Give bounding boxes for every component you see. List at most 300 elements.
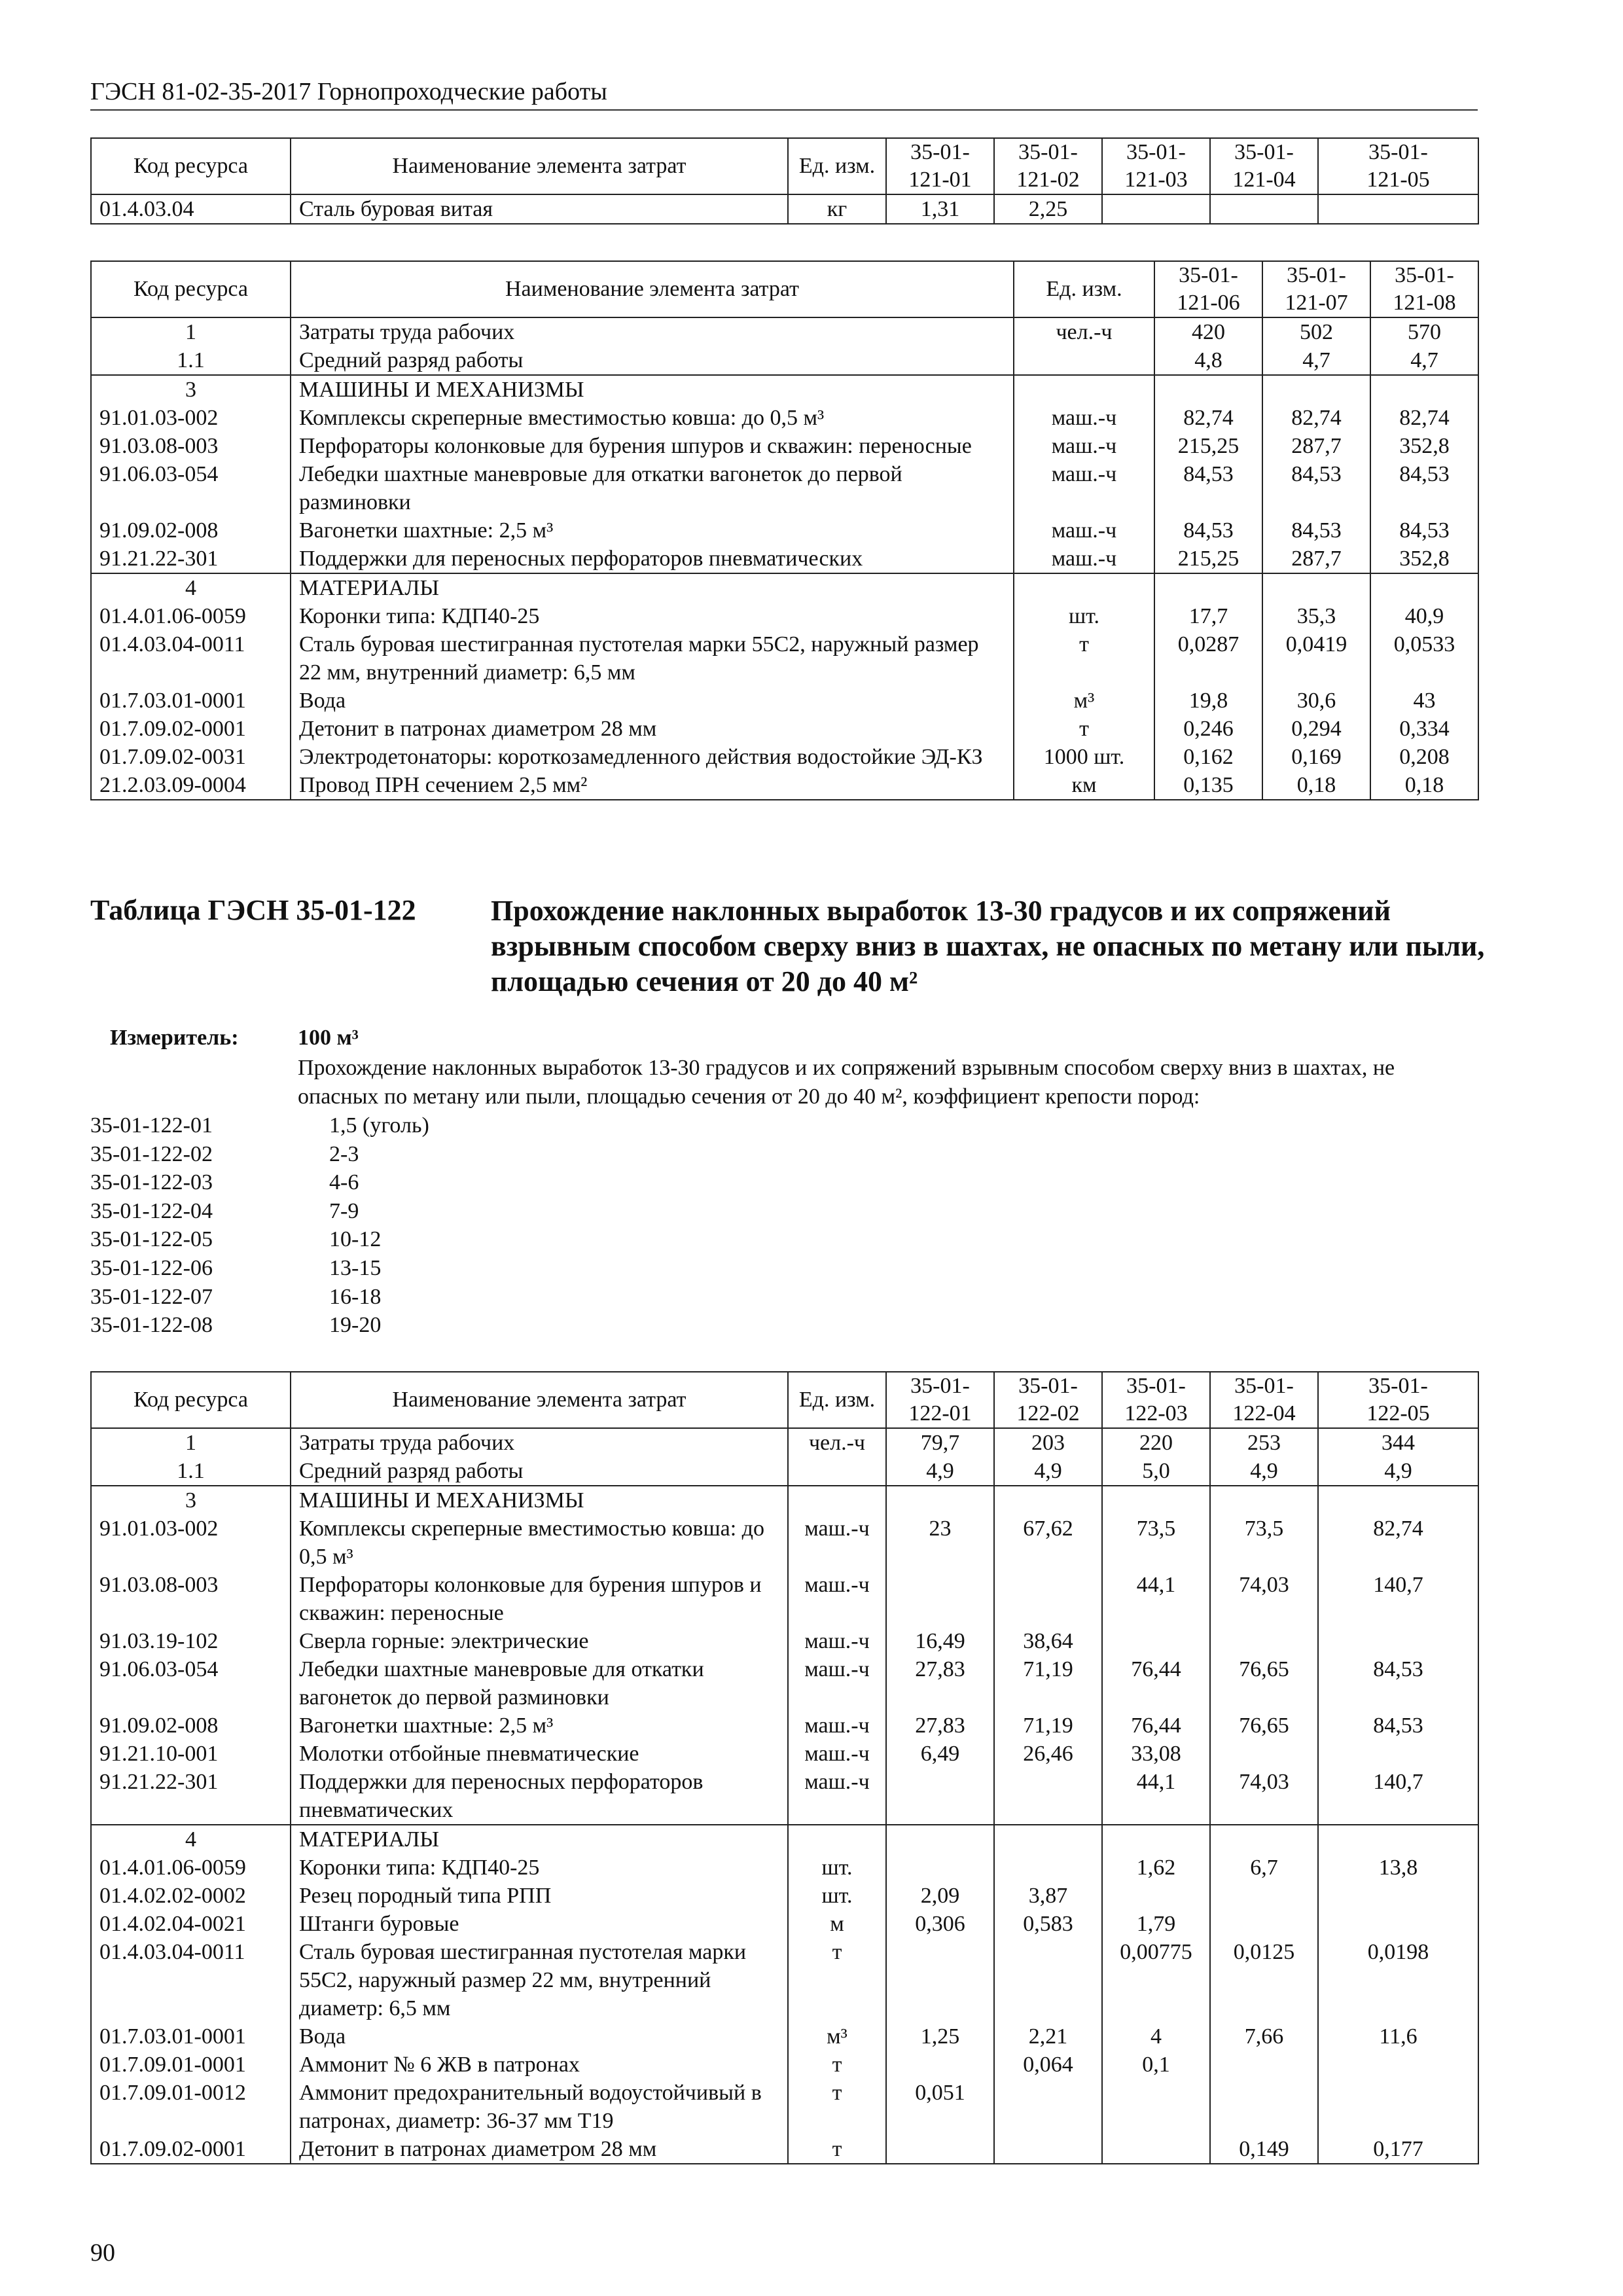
unit-cell: маш.-ч	[788, 1655, 886, 1712]
norm-value-cell	[994, 1486, 1102, 1515]
measure-unit: 100 м³	[298, 1026, 359, 1050]
norm-code: 35-01-122-02	[90, 1141, 213, 1166]
resource-code-cell: 01.4.01.06-0059	[91, 602, 291, 630]
col-norm-header: 35-01- 122-03	[1102, 1372, 1210, 1428]
resource-code-cell: 91.03.08-003	[91, 432, 291, 460]
table-header-row	[91, 261, 1478, 317]
unit-cell	[1014, 573, 1154, 602]
table-row	[91, 743, 1478, 771]
unit-cell	[1014, 375, 1154, 404]
resource-name-cell: Лебедки шахтные маневровые для откатки вагонеток до первой разминовки	[291, 460, 1014, 516]
resource-code-cell: 1.1	[91, 346, 291, 375]
norm-value-cell: 215,25	[1154, 432, 1262, 460]
norm-code-list	[90, 1111, 429, 1340]
norm-value-cell: 76,65	[1210, 1712, 1318, 1740]
table-row	[91, 1740, 1478, 1768]
resource-table-122	[90, 1371, 1479, 2164]
norm-value-cell: 84,53	[1318, 1655, 1478, 1712]
unit-cell: км	[1014, 771, 1154, 800]
norm-value-cell: 287,7	[1262, 432, 1370, 460]
table-row	[91, 1882, 1478, 1910]
resource-code-cell: 3	[91, 375, 291, 404]
col-unit-header: Ед. изм.	[1014, 261, 1154, 317]
norm-value-cell: 0,0533	[1370, 630, 1478, 687]
norm-value-cell	[1154, 573, 1262, 602]
norm-value-cell: 352,8	[1370, 545, 1478, 573]
table-row	[91, 1428, 1478, 1457]
resource-name-cell: Поддержки для переносных перфораторов пневматических	[291, 1768, 788, 1825]
norm-value-cell	[1210, 2051, 1318, 2079]
measure-description: Прохождение наклонных выработок 13-30 градусов и их сопряжений взрывным способом сверху вниз в шахтах, не опасных по метану или пыли, площадью сечения от 20 до 40 м², коэффициент крепости пород:	[298, 1056, 1395, 1109]
norm-value-cell: 76,44	[1102, 1712, 1210, 1740]
unit-cell: маш.-ч	[1014, 432, 1154, 460]
unit-cell: маш.-ч	[1014, 516, 1154, 545]
table-row	[91, 1938, 1478, 2022]
resource-name-cell: Сталь буровая шестигранная пустотелая марки 55С2, наружный размер 22 мм, внутренний диаметр: 6,5 мм	[291, 1938, 788, 2022]
norm-value-cell: 71,19	[994, 1655, 1102, 1712]
norm-value-cell: 0,294	[1262, 715, 1370, 743]
resource-code-cell: 21.2.03.09-0004	[91, 771, 291, 800]
norm-value-cell: 19,8	[1154, 687, 1262, 715]
resource-code-cell: 01.4.03.04	[91, 194, 291, 224]
norm-value-cell	[886, 1571, 994, 1627]
norm-value-cell: 73,5	[1210, 1515, 1318, 1571]
resource-code-cell: 91.21.10-001	[91, 1740, 291, 1768]
resource-name-cell: Штанги буровые	[291, 1910, 788, 1938]
resource-code-cell: 01.7.09.02-0001	[91, 715, 291, 743]
resource-code-cell: 01.7.09.01-0001	[91, 2051, 291, 2079]
norm-code: 35-01-122-04	[90, 1198, 213, 1223]
resource-code-cell: 4	[91, 573, 291, 602]
table-label: Таблица ГЭСН 35-01-122	[90, 894, 416, 926]
norm-value-cell: 0,064	[994, 2051, 1102, 2079]
rock-hardness-value: 1,5 (уголь)	[329, 1113, 429, 1138]
norm-value-cell: 0,583	[994, 1910, 1102, 1938]
norm-value-cell: 11,6	[1318, 2022, 1478, 2051]
resource-code-cell: 91.06.03-054	[91, 1655, 291, 1712]
resource-code-cell: 91.01.03-002	[91, 1515, 291, 1571]
norm-value-cell: 203	[994, 1428, 1102, 1457]
norm-value-cell: 1,25	[886, 2022, 994, 2051]
norm-value-cell: 0,334	[1370, 715, 1478, 743]
norm-value-cell: 44,1	[1102, 1768, 1210, 1825]
norm-value-cell: 4,8	[1154, 346, 1262, 375]
norm-value-cell: 1,62	[1102, 1854, 1210, 1882]
resource-code-cell: 01.4.03.04-0011	[91, 630, 291, 687]
norm-code: 35-01-122-07	[90, 1284, 213, 1309]
col-norm-header: 35-01- 121-07	[1262, 261, 1370, 317]
norm-value-cell: 0,169	[1262, 743, 1370, 771]
section-row	[91, 375, 1478, 404]
table-row	[91, 1515, 1478, 1571]
resource-name-cell: Вагонетки шахтные: 2,5 м³	[291, 516, 1014, 545]
norm-value-cell	[1210, 1486, 1318, 1515]
unit-cell: т	[788, 2079, 886, 2135]
norm-value-cell: 0,00775	[1102, 1938, 1210, 2022]
col-norm-header: 35-01- 121-01	[886, 138, 994, 194]
norm-code-row	[90, 1168, 429, 1197]
norm-value-cell: 140,7	[1318, 1768, 1478, 1825]
table-row	[91, 194, 1478, 224]
unit-cell: т	[788, 2135, 886, 2164]
rock-hardness-value: 13-15	[329, 1255, 382, 1280]
norm-value-cell: 84,53	[1318, 1712, 1478, 1740]
norm-value-cell	[1210, 1882, 1318, 1910]
norm-value-cell: 4,9	[1210, 1457, 1318, 1486]
norm-value-cell	[1318, 1627, 1478, 1655]
norm-code-row	[90, 1283, 429, 1312]
norm-code-row	[90, 1254, 429, 1283]
col-name-header: Наименование элемента затрат	[291, 1372, 788, 1428]
norm-value-cell: 344	[1318, 1428, 1478, 1457]
norm-value-cell: 33,08	[1102, 1740, 1210, 1768]
norm-value-cell: 76,65	[1210, 1655, 1318, 1712]
norm-value-cell: 17,7	[1154, 602, 1262, 630]
norm-value-cell: 0,246	[1154, 715, 1262, 743]
table-header-row	[91, 1372, 1478, 1428]
norm-value-cell	[994, 2135, 1102, 2164]
norm-value-cell: 4,7	[1370, 346, 1478, 375]
resource-code-cell: 91.21.22-301	[91, 545, 291, 573]
page-number: 90	[90, 2239, 115, 2267]
norm-value-cell: 0,135	[1154, 771, 1262, 800]
resource-code-cell: 91.21.22-301	[91, 1768, 291, 1825]
table-row	[91, 2022, 1478, 2051]
norm-value-cell: 79,7	[886, 1428, 994, 1457]
resource-code-cell: 01.7.09.01-0012	[91, 2079, 291, 2135]
resource-code-cell: 01.7.09.02-0031	[91, 743, 291, 771]
table-row	[91, 1627, 1478, 1655]
norm-value-cell: 0,162	[1154, 743, 1262, 771]
norm-value-cell: 2,09	[886, 1882, 994, 1910]
norm-code: 35-01-122-05	[90, 1227, 213, 1252]
resource-name-cell: Средний разряд работы	[291, 1457, 788, 1486]
resource-name-cell: Аммонит № 6 ЖВ в патронах	[291, 2051, 788, 2079]
resource-code-cell: 91.09.02-008	[91, 1712, 291, 1740]
norm-value-cell: 38,64	[994, 1627, 1102, 1655]
norm-value-cell: 4,9	[1318, 1457, 1478, 1486]
norm-value-cell	[1318, 1882, 1478, 1910]
table-row	[91, 460, 1478, 516]
resource-name-cell: Затраты труда рабочих	[291, 1428, 788, 1457]
table-title: Прохождение наклонных выработок 13-30 градусов и их сопряжений взрывным способом сверху вниз в шахтах, не опасных по метану или пыли, площадью сечения от 20 до 40 м²	[491, 895, 1485, 997]
norm-code-row	[90, 1197, 429, 1226]
norm-value-cell	[886, 1486, 994, 1515]
col-norm-header: 35-01- 122-05	[1318, 1372, 1478, 1428]
norm-value-cell: 570	[1370, 317, 1478, 346]
norm-value-cell: 82,74	[1154, 404, 1262, 432]
col-norm-header: 35-01- 121-05	[1318, 138, 1478, 194]
resource-code-cell: 91.03.19-102	[91, 1627, 291, 1655]
norm-value-cell: 4,9	[994, 1457, 1102, 1486]
norm-value-cell	[1318, 2079, 1478, 2135]
norm-value-cell: 0,0125	[1210, 1938, 1318, 2022]
unit-cell: маш.-ч	[788, 1740, 886, 1768]
resource-name-cell: МАШИНЫ И МЕХАНИЗМЫ	[291, 1486, 788, 1515]
unit-cell: т	[1014, 630, 1154, 687]
section-row	[91, 1825, 1478, 1854]
table-header-row	[91, 138, 1478, 194]
resource-name-cell: Затраты труда рабочих	[291, 317, 1014, 346]
col-norm-header: 35-01- 121-06	[1154, 261, 1262, 317]
unit-cell: маш.-ч	[788, 1515, 886, 1571]
resource-code-cell: 01.4.02.04-0021	[91, 1910, 291, 1938]
norm-value-cell: 0,306	[886, 1910, 994, 1938]
norm-value-cell	[1370, 573, 1478, 602]
table-row	[91, 346, 1478, 375]
norm-value-cell: 84,53	[1154, 516, 1262, 545]
norm-value-cell	[1210, 2079, 1318, 2135]
resource-name-cell: Комплексы скреперные вместимостью ковша: до 0,5 м³	[291, 1515, 788, 1571]
resource-name-cell: Детонит в патронах диаметром 28 мм	[291, 715, 1014, 743]
norm-value-cell	[886, 2051, 994, 2079]
resource-code-cell: 91.03.08-003	[91, 1571, 291, 1627]
unit-cell: маш.-ч	[788, 1712, 886, 1740]
norm-value-cell: 27,83	[886, 1712, 994, 1740]
norm-value-cell: 140,7	[1318, 1571, 1478, 1627]
unit-cell: кг	[788, 194, 886, 224]
unit-cell: м³	[1014, 687, 1154, 715]
unit-cell: шт.	[1014, 602, 1154, 630]
norm-value-cell	[1210, 194, 1318, 224]
resource-code-cell: 01.7.03.01-0001	[91, 2022, 291, 2051]
norm-value-cell: 0,051	[886, 2079, 994, 2135]
norm-value-cell: 84,53	[1370, 516, 1478, 545]
unit-cell: шт.	[788, 1854, 886, 1882]
col-code-header: Код ресурса	[91, 138, 291, 194]
norm-value-cell: 44,1	[1102, 1571, 1210, 1627]
unit-cell: шт.	[788, 1882, 886, 1910]
norm-value-cell	[1210, 1740, 1318, 1768]
norm-value-cell: 82,74	[1370, 404, 1478, 432]
table-row	[91, 1457, 1478, 1486]
norm-value-cell: 0,149	[1210, 2135, 1318, 2164]
norm-code: 35-01-122-01	[90, 1113, 213, 1138]
norm-value-cell	[1262, 375, 1370, 404]
norm-value-cell	[886, 1938, 994, 2022]
col-norm-header: 35-01- 121-08	[1370, 261, 1478, 317]
resource-name-cell: Коронки типа: КДП40-25	[291, 1854, 788, 1882]
norm-value-cell	[1102, 1825, 1210, 1854]
norm-value-cell: 0,18	[1262, 771, 1370, 800]
norm-value-cell: 26,46	[994, 1740, 1102, 1768]
norm-value-cell: 43	[1370, 687, 1478, 715]
table-row	[91, 1768, 1478, 1825]
resource-name-cell: Резец породный типа РПП	[291, 1882, 788, 1910]
resource-name-cell: МАТЕРИАЛЫ	[291, 573, 1014, 602]
norm-code: 35-01-122-08	[90, 1313, 213, 1338]
norm-value-cell	[994, 1854, 1102, 1882]
norm-value-cell: 40,9	[1370, 602, 1478, 630]
table-row	[91, 1571, 1478, 1627]
col-name-header: Наименование элемента затрат	[291, 138, 788, 194]
resource-name-cell: Детонит в патронах диаметром 28 мм	[291, 2135, 788, 2164]
resource-name-cell: МАШИНЫ И МЕХАНИЗМЫ	[291, 375, 1014, 404]
rock-hardness-value: 10-12	[329, 1227, 382, 1252]
table-row	[91, 2079, 1478, 2135]
norm-value-cell: 82,74	[1262, 404, 1370, 432]
norm-value-cell: 0,18	[1370, 771, 1478, 800]
norm-value-cell: 27,83	[886, 1655, 994, 1712]
unit-cell: м	[788, 1910, 886, 1938]
norm-value-cell	[994, 1825, 1102, 1854]
resource-name-cell: Комплексы скреперные вместимостью ковша: до 0,5 м³	[291, 404, 1014, 432]
resource-code-cell: 01.4.02.02-0002	[91, 1882, 291, 1910]
unit-cell: м³	[788, 2022, 886, 2051]
norm-value-cell	[1318, 1825, 1478, 1854]
resource-code-cell: 4	[91, 1825, 291, 1854]
resource-name-cell: Молотки отбойные пневматические	[291, 1740, 788, 1768]
resource-name-cell: Средний разряд работы	[291, 346, 1014, 375]
unit-cell	[788, 1457, 886, 1486]
resource-code-cell: 91.06.03-054	[91, 460, 291, 516]
col-norm-header: 35-01- 122-04	[1210, 1372, 1318, 1428]
norm-value-cell: 13,8	[1318, 1854, 1478, 1882]
resource-name-cell: Коронки типа: КДП40-25	[291, 602, 1014, 630]
resource-name-cell: Сталь буровая шестигранная пустотелая марки 55С2, наружный размер 22 мм, внутренний диаметр: 6,5 мм	[291, 630, 1014, 687]
norm-value-cell: 16,49	[886, 1627, 994, 1655]
norm-value-cell: 0,208	[1370, 743, 1478, 771]
norm-value-cell	[886, 1854, 994, 1882]
resource-name-cell: Перфораторы колонковые для бурения шпуров и скважин: переносные	[291, 1571, 788, 1627]
norm-value-cell: 3,87	[994, 1882, 1102, 1910]
rock-hardness-value: 4-6	[329, 1170, 359, 1195]
col-norm-header: 35-01- 121-03	[1102, 138, 1210, 194]
norm-value-cell	[1102, 1627, 1210, 1655]
col-name-header: Наименование элемента затрат	[291, 261, 1014, 317]
table-row	[91, 1712, 1478, 1740]
norm-value-cell: 76,44	[1102, 1655, 1210, 1712]
resource-name-cell: Лебедки шахтные маневровые для откатки вагонеток до первой разминовки	[291, 1655, 788, 1712]
table-row	[91, 317, 1478, 346]
norm-value-cell	[1318, 1486, 1478, 1515]
unit-cell: маш.-ч	[1014, 404, 1154, 432]
table-row	[91, 545, 1478, 573]
resource-code-cell: 01.7.09.02-0001	[91, 2135, 291, 2164]
norm-value-cell	[1370, 375, 1478, 404]
norm-value-cell	[994, 2079, 1102, 2135]
norm-value-cell	[1262, 573, 1370, 602]
col-norm-header: 35-01- 121-04	[1210, 138, 1318, 194]
unit-cell: чел.-ч	[1014, 317, 1154, 346]
resource-name-cell: Вагонетки шахтные: 2,5 м³	[291, 1712, 788, 1740]
col-norm-header: 35-01- 121-02	[994, 138, 1102, 194]
unit-cell: маш.-ч	[788, 1571, 886, 1627]
rock-hardness-value: 7-9	[329, 1198, 359, 1223]
resource-code-cell: 3	[91, 1486, 291, 1515]
table-row	[91, 771, 1478, 800]
norm-value-cell: 71,19	[994, 1712, 1102, 1740]
norm-value-cell: 0,0419	[1262, 630, 1370, 687]
unit-cell	[788, 1825, 886, 1854]
norm-value-cell: 73,5	[1102, 1515, 1210, 1571]
rock-hardness-value: 2-3	[329, 1141, 359, 1166]
table-row	[91, 715, 1478, 743]
norm-value-cell: 0,0198	[1318, 1938, 1478, 2022]
norm-value-cell: 1,31	[886, 194, 994, 224]
unit-cell	[1014, 346, 1154, 375]
norm-value-cell	[1102, 2135, 1210, 2164]
norm-code: 35-01-122-06	[90, 1255, 213, 1280]
unit-cell: т	[1014, 715, 1154, 743]
norm-code-row	[90, 1311, 429, 1340]
norm-value-cell	[1318, 2051, 1478, 2079]
norm-value-cell: 30,6	[1262, 687, 1370, 715]
table-row	[91, 687, 1478, 715]
unit-cell: т	[788, 2051, 886, 2079]
norm-value-cell	[886, 1768, 994, 1825]
norm-value-cell	[1102, 194, 1210, 224]
norm-value-cell	[1154, 375, 1262, 404]
col-unit-header: Ед. изм.	[788, 138, 886, 194]
col-code-header: Код ресурса	[91, 261, 291, 317]
resource-name-cell: Вода	[291, 687, 1014, 715]
norm-value-cell: 84,53	[1154, 460, 1262, 516]
norm-value-cell	[886, 1825, 994, 1854]
norm-code-row	[90, 1111, 429, 1140]
unit-cell: маш.-ч	[1014, 460, 1154, 516]
norm-value-cell: 2,21	[994, 2022, 1102, 2051]
norm-value-cell: 420	[1154, 317, 1262, 346]
resource-code-cell: 91.01.03-002	[91, 404, 291, 432]
section-row	[91, 1486, 1478, 1515]
norm-value-cell	[1102, 2079, 1210, 2135]
norm-value-cell: 6,49	[886, 1740, 994, 1768]
resource-name-cell: Поддержки для переносных перфораторов пневматических	[291, 545, 1014, 573]
measure-label: Измеритель:	[110, 1026, 239, 1050]
resource-code-cell: 01.4.03.04-0011	[91, 1938, 291, 2022]
unit-cell: маш.-ч	[788, 1627, 886, 1655]
resource-code-cell: 1.1	[91, 1457, 291, 1486]
norm-value-cell: 502	[1262, 317, 1370, 346]
norm-value-cell: 352,8	[1370, 432, 1478, 460]
table-row	[91, 404, 1478, 432]
norm-value-cell: 253	[1210, 1428, 1318, 1457]
norm-value-cell	[994, 1571, 1102, 1627]
table-row	[91, 2135, 1478, 2164]
unit-cell	[788, 1486, 886, 1515]
norm-value-cell: 23	[886, 1515, 994, 1571]
norm-value-cell: 74,03	[1210, 1571, 1318, 1627]
resource-name-cell: МАТЕРИАЛЫ	[291, 1825, 788, 1854]
col-norm-header: 35-01- 122-01	[886, 1372, 994, 1428]
norm-value-cell: 84,53	[1262, 460, 1370, 516]
resource-code-cell: 01.4.01.06-0059	[91, 1854, 291, 1882]
running-header: ГЭСН 81-02-35-2017 Горнопроходческие работы	[90, 78, 607, 105]
norm-value-cell: 1,79	[1102, 1910, 1210, 1938]
norm-value-cell: 0,177	[1318, 2135, 1478, 2164]
header-rule	[90, 109, 1478, 111]
norm-value-cell	[1210, 1825, 1318, 1854]
resource-code-cell: 1	[91, 1428, 291, 1457]
norm-value-cell: 5,0	[1102, 1457, 1210, 1486]
norm-value-cell: 4,7	[1262, 346, 1370, 375]
table-row	[91, 1854, 1478, 1882]
norm-value-cell	[1210, 1910, 1318, 1938]
norm-value-cell: 84,53	[1370, 460, 1478, 516]
norm-value-cell	[994, 1938, 1102, 2022]
resource-name-cell: Сверла горные: электрические	[291, 1627, 788, 1655]
norm-value-cell: 287,7	[1262, 545, 1370, 573]
resource-code-cell: 01.7.03.01-0001	[91, 687, 291, 715]
norm-value-cell: 215,25	[1154, 545, 1262, 573]
table-row	[91, 1910, 1478, 1938]
norm-value-cell: 82,74	[1318, 1515, 1478, 1571]
norm-value-cell: 74,03	[1210, 1768, 1318, 1825]
norm-value-cell: 0,1	[1102, 2051, 1210, 2079]
norm-value-cell	[886, 2135, 994, 2164]
norm-value-cell: 0,0287	[1154, 630, 1262, 687]
